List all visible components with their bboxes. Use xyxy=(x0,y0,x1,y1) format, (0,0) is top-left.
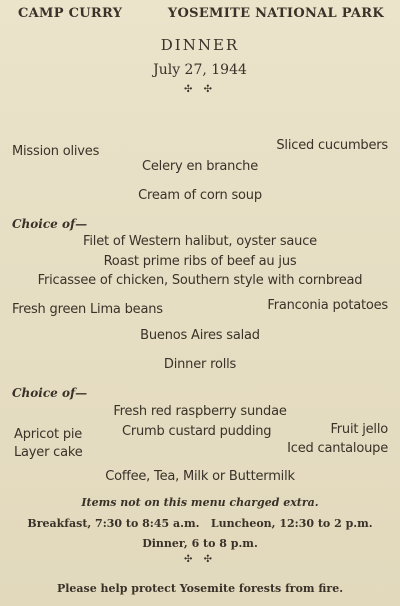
side-dinner-rolls: Dinner rolls xyxy=(163,357,237,372)
item-corn-soup: Cream of corn soup xyxy=(138,188,262,203)
side-buenos-aires-salad: Buenos Aires salad xyxy=(140,328,260,343)
dessert-apricot-pie: Apricot pie xyxy=(14,427,83,442)
side-franconia-potatoes: Franconia potatoes xyxy=(267,298,388,313)
menu-date: July 27, 1944 xyxy=(153,62,247,78)
side-lima-beans: Fresh green Lima beans xyxy=(12,302,163,317)
item-mission-olives: Mission olives xyxy=(12,144,100,159)
main-choice-heading: Choice of— xyxy=(12,217,88,231)
fire-notice: Please help protect Yosemite forests from fire. xyxy=(56,582,344,595)
ornament-bottom: ✣ ✣ xyxy=(184,554,216,565)
main-item-halibut: Filet of Western halibut, oyster sauce xyxy=(83,234,317,249)
hours-breakfast-luncheon: Breakfast, 7:30 to 8:45 a.m. Luncheon, 12:30 to 2 p.m. xyxy=(27,517,373,530)
dessert-raspberry-sundae: Fresh red raspberry sundae xyxy=(113,404,287,419)
dessert-fruit-jello: Fruit jello xyxy=(330,422,388,437)
main-item-prime-ribs: Roast prime ribs of beef au jus xyxy=(103,254,297,269)
item-celery: Celery en branche xyxy=(141,159,258,174)
dessert-iced-cantaloupe: Iced cantaloupe xyxy=(287,441,388,456)
main-item-fricassee: Fricassee of chicken, Southern style with cornbread xyxy=(37,273,363,288)
dessert-crumb-custard: Crumb custard pudding xyxy=(122,424,272,439)
extra-charge-note: Items not on this menu charged extra. xyxy=(81,496,319,509)
item-sliced-cucumbers: Sliced cucumbers xyxy=(276,138,388,153)
dessert-choice-heading: Choice of— xyxy=(12,386,88,400)
hours-dinner: Dinner, 6 to 8 p.m. xyxy=(142,537,258,550)
dessert-layer-cake: Layer cake xyxy=(14,445,83,460)
header-camp-curry: CAMP CURRY xyxy=(18,6,123,21)
ornament-top: ✣ ✣ xyxy=(184,84,216,95)
beverages: Coffee, Tea, Milk or Buttermilk xyxy=(105,469,295,484)
header-park-name: YOSEMITE NATIONAL PARK xyxy=(167,6,384,21)
menu-title: DINNER xyxy=(160,36,240,54)
